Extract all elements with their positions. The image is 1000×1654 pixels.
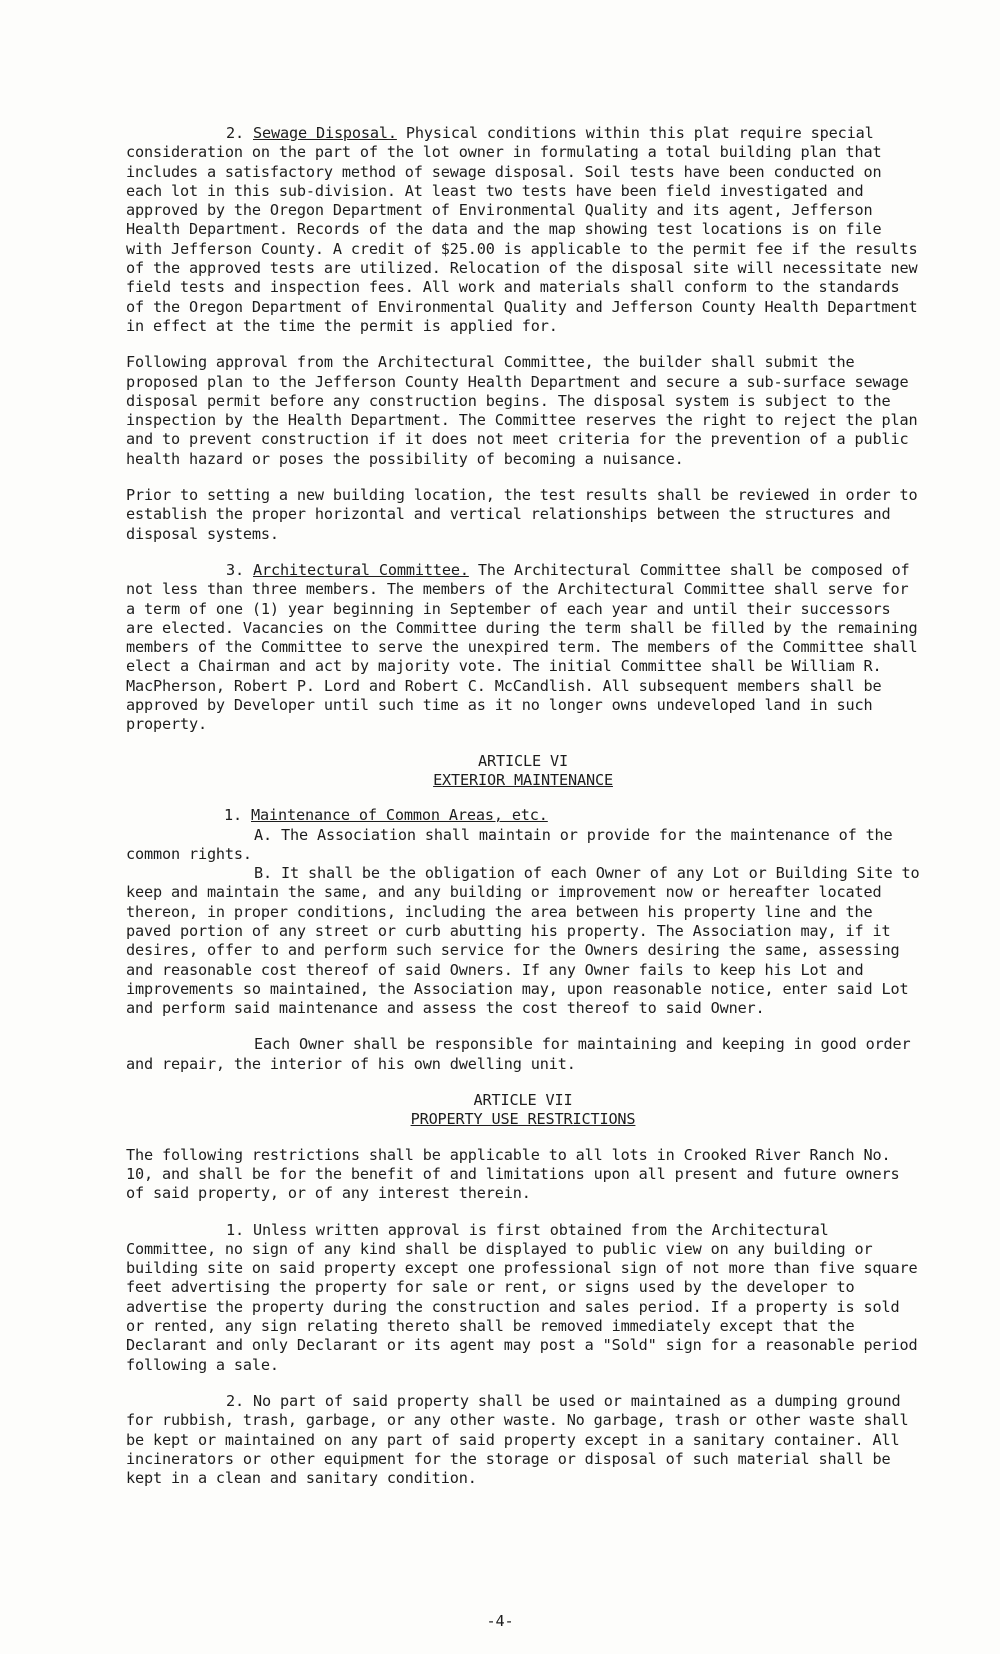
article-6-item-1-number: 1. bbox=[224, 806, 242, 825]
following-approval-paragraph: Following approval from the Architectural Committee, the builder shall submit the proposed plan to the Jefferson County Health Department and secure a sub-surface sewage disposal permit before any construction begins. The disposal system is subject to the inspection by the Health Department. The Committee reserves the right to reject the plan and to prevent construction if it does not meet criteria for the prevention of a public health hazard or poses the possibility of becoming a nuisance. bbox=[126, 353, 918, 468]
article-6-item-1-title: Maintenance of Common Areas, etc. bbox=[251, 806, 548, 825]
article-7-item-2: 2. No part of said property shall be used or maintained as a dumping ground for rubbish, trash, garbage, or any other waste. No garbage, trash or other waste shall be kept or maintained on any part of said property except in a sanitary container. All incinerators or other equipment for the storage or disposal of such material shall be kept in a clean and sanitary condition. bbox=[126, 1391, 909, 1488]
section-2-paragraph bbox=[126, 124, 920, 336]
section-3-paragraph bbox=[126, 561, 920, 735]
section-2-number: 2. bbox=[226, 124, 244, 142]
article-7-subtitle: PROPERTY USE RESTRICTIONS bbox=[410, 1110, 636, 1129]
section-3-body: The Architectural Committee shall be composed of not less than three members. The members of the Architectural Committee shall serve for a term of one (1) year beginning in September of each year and until their successors are elected. Vacancies on the Committee during the term shall be filled by the remaining members of the Committee to serve the unexpired term. The members of the Committee shall elect a Chairman and act by majority vote. The initial Committee shall be William R. MacPherson, Robert P. Lord and Robert C. McCandlish. All subsequent members shall be approved by Developer until such time as it no longer owns undeveloped land in such property. bbox=[126, 560, 918, 734]
section-3-heading: Architectural Committee. bbox=[253, 560, 469, 579]
article-7-item-1: 1. Unless written approval is first obtained from the Architectural Committee, no sign of any kind shall be displayed to public view on any building or building site on said property except one professional sign of not more than five square feet advertising the property for sale or rent, or signs used by the developer to advertise the property during the construction and sales period. If a property is sold or rented, any sign relating thereto shall be removed immediately except that the Declarant and only Declarant or its agent may post a "Sold" sign for a reasonable period following a sale. bbox=[126, 1220, 918, 1374]
section-2-heading: Sewage Disposal. bbox=[253, 124, 397, 142]
article-7-intro: The following restrictions shall be applicable to all lots in Crooked River Ranch No. 10, and shall be for the benefit of and limitations upon all present and future owners of said property, or of any interest therein. bbox=[126, 1145, 900, 1203]
each-owner-paragraph: Each Owner shall be responsible for maintaining and keeping in good order and repair, the interior of his own dwelling unit. bbox=[126, 1035, 911, 1073]
section-3-number: 3. bbox=[226, 560, 244, 579]
page-number: -4- bbox=[486, 1612, 514, 1630]
article-6-title: ARTICLE VI bbox=[478, 751, 568, 770]
prior-to-setting-paragraph: Prior to setting a new building location, the test results shall be reviewed in order to establish the proper horizontal and vertical relationships between the structures and disposal systems. bbox=[126, 486, 918, 543]
article-6-heading-block bbox=[126, 752, 920, 791]
article-6-item-b: B. It shall be the obligation of each Owner of any Lot or Building Site to keep and maintain the same, and any building or improvement now or hereafter located thereon, in proper conditions, including the area between his property line and the paved portion of any street or curb abutting his property. The Association may, if it desires, offer to and perform such service for the Owners desiring the same, assessing and reasonable cost thereof of said Owners. If any Owner fails to keep his Lot and improvements so maintained, the Association may, upon reasonable notice, enter said Lot and perform said maintenance and assess the cost thereof to said Owner. bbox=[126, 864, 920, 1018]
article-7-heading-block bbox=[126, 1091, 920, 1130]
article-6-item-1-heading bbox=[224, 806, 920, 825]
article-7-title: ARTICLE VII bbox=[473, 1091, 573, 1110]
section-2-body: Physical conditions within this plat require special consideration on the part of the lot owner in formulating a total building plan that includes a satisfactory method of sewage disposal. Soil tests have been conducted on each lot in this sub-division. At least two tests have been field investigated and approved by the Oregon Department of Environmental Quality and its agent, Jefferson Health Department. Records of the data and the map showing test locations is on file with Jefferson County. A credit of $25.00 is applicable to the permit fee if the results of the approved tests are utilized. Relocation of the disposal site will necessitate new field tests and inspection fees. All work and materials shall conform to the standards of the Oregon Department of Environmental Quality and Jefferson County Health Department in effect at the time the permit is applied for. bbox=[126, 124, 918, 335]
article-6-subtitle: EXTERIOR MAINTENANCE bbox=[433, 770, 613, 789]
article-6-item-a: A. The Association shall maintain or provide for the maintenance of the common rights. bbox=[126, 825, 893, 863]
